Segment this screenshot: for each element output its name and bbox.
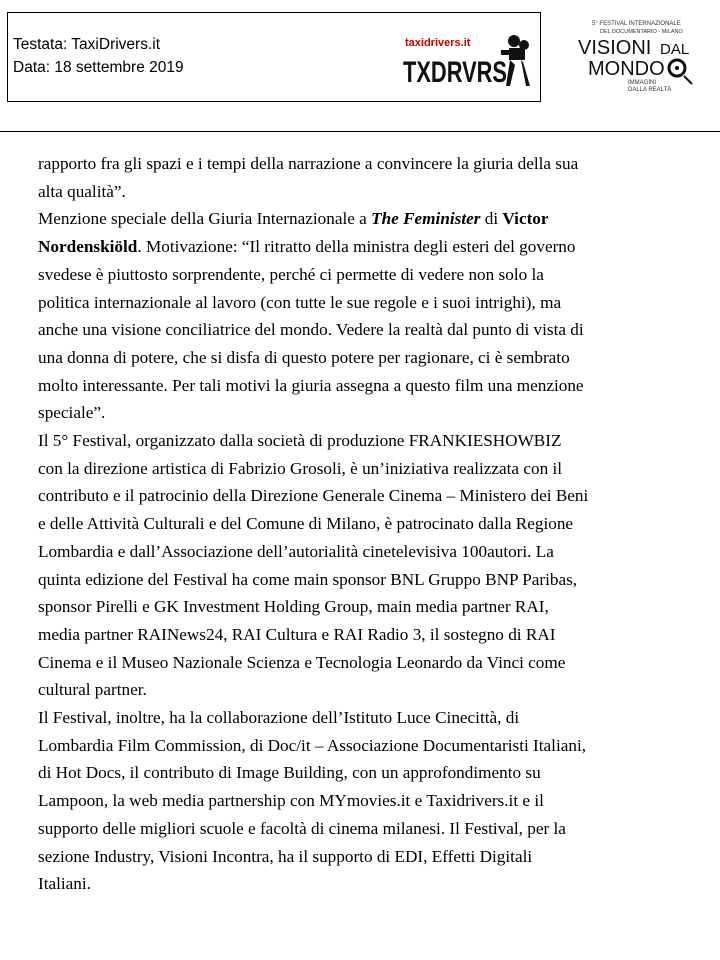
- taxidrivers-logo-top: taxidrivers.it: [405, 37, 471, 49]
- text-line: Il 5° Festival, organizzato dalla società di produzione FRANKIESHOWBIZ: [38, 431, 562, 451]
- testata-label: Testata: TaxiDrivers.it: [13, 36, 161, 53]
- film-title: The Feminister: [371, 209, 481, 229]
- text-line: molto interessante. Per tali motivi la giuria assegna a questo film una menzione: [38, 375, 584, 395]
- article-body: [38, 150, 688, 898]
- text-line: media partner RAINews24, RAI Cultura e RAI Radio 3, il sostegno di RAI: [38, 624, 556, 644]
- text-line: rapporto fra gli spazi e i tempi della narrazione a convincere la giuria della sua: [38, 154, 579, 173]
- text-line: Lampoon, la web media partnership con MYmovies.it e Taxidrivers.it e il: [38, 791, 544, 811]
- taxidrivers-logo: [397, 32, 532, 88]
- festival-logo-line1: 5° FESTIVAL INTERNAZIONALE: [592, 21, 681, 27]
- text-line: Il Festival, inoltre, ha la collaborazione dell’Istituto Luce Cinecittà, di: [38, 708, 520, 728]
- director-name: Victor: [502, 209, 549, 229]
- text-line: anche una visione conciliatrice del mondo. Vedere la realtà dal punto di vista di: [38, 320, 584, 340]
- festival-logo-sub2: DALLA REALTÀ: [628, 87, 672, 92]
- text-line: contributo e il patrocinio della Direzione Generale Cinema – Ministero dei Beni: [38, 486, 589, 506]
- text-span: . Motivazione: “Il ritratto della ministra degli esteri del governo: [137, 237, 576, 257]
- text-line: cultural partner.: [38, 680, 147, 700]
- header-info: [13, 33, 184, 79]
- taxidrivers-logo-main: TXDRVRS: [403, 56, 507, 88]
- text-line: politica internazionale al lavoro (con tutte le sue regole e i suoi intrighi), ma: [38, 292, 562, 312]
- text-line: di Hot Docs, il contributo di Image Building, con un approfondimento su: [38, 763, 541, 783]
- text-line: [38, 205, 688, 233]
- text-line: quinta edizione del Festival ha come main sponsor BNL Gruppo BNP Paribas,: [38, 569, 578, 589]
- text-line: Lombardia Film Commission, di Doc/it – Associazione Documentaristi Italiani,: [38, 735, 587, 755]
- festival-logo-mondo: MONDO: [588, 58, 665, 80]
- text-line: una donna di potere, che si disfa di questo potere per ragionare, ci è sembrato: [38, 347, 570, 367]
- text-line: Cinema e il Museo Nazionale Scienza e Tecnologia Leonardo da Vinci come: [38, 652, 566, 672]
- text-line: e delle Attività Culturali e del Comune di Milano, è patrocinato dalla Regione: [38, 514, 574, 534]
- text-line: Italiani.: [38, 874, 91, 894]
- text-line: con la direzione artistica di Fabrizio Grosoli, è un’iniziativa realizzata con il: [38, 458, 563, 478]
- text-line: sezione Industry, Visioni Incontra, ha il supporto di EDI, Effetti Digitali: [38, 846, 533, 866]
- festival-logo-visioni: VISIONI: [578, 37, 652, 59]
- film-reel-icon: [669, 60, 692, 84]
- text-line: supporto delle migliori scuole e facoltà di cinema milanesi. Il Festival, per la: [38, 818, 566, 838]
- visioni-dal-mondo-logo: [576, 16, 696, 92]
- festival-logo-sub1: IMMAGINI: [628, 80, 656, 86]
- festival-logo-line2: DEL DOCUMENTARIO - MILANO: [600, 29, 683, 35]
- text-line: Lombardia e dall’Associazione dell’autorialità cinetelevisiva 100autori. La: [38, 541, 554, 561]
- date-label: Data: 18 settembre 2019: [13, 59, 184, 76]
- festival-logo-dal: DAL: [660, 41, 690, 58]
- text-span: di: [480, 209, 503, 229]
- text-line: [38, 233, 688, 261]
- header-divider: [0, 131, 720, 132]
- text-line: alta qualità”.: [38, 181, 126, 201]
- text-line: svedese è piuttosto sorprendente, perché ci permette di vedere non solo la: [38, 264, 544, 284]
- text-line: sponsor Pirelli e GK Investment Holding Group, main media partner RAI,: [38, 597, 549, 617]
- text-span: Menzione speciale della Giuria Internazionale a: [38, 209, 372, 229]
- director-surname: Nordenskiöld: [38, 237, 138, 257]
- text-line: speciale”.: [38, 403, 106, 423]
